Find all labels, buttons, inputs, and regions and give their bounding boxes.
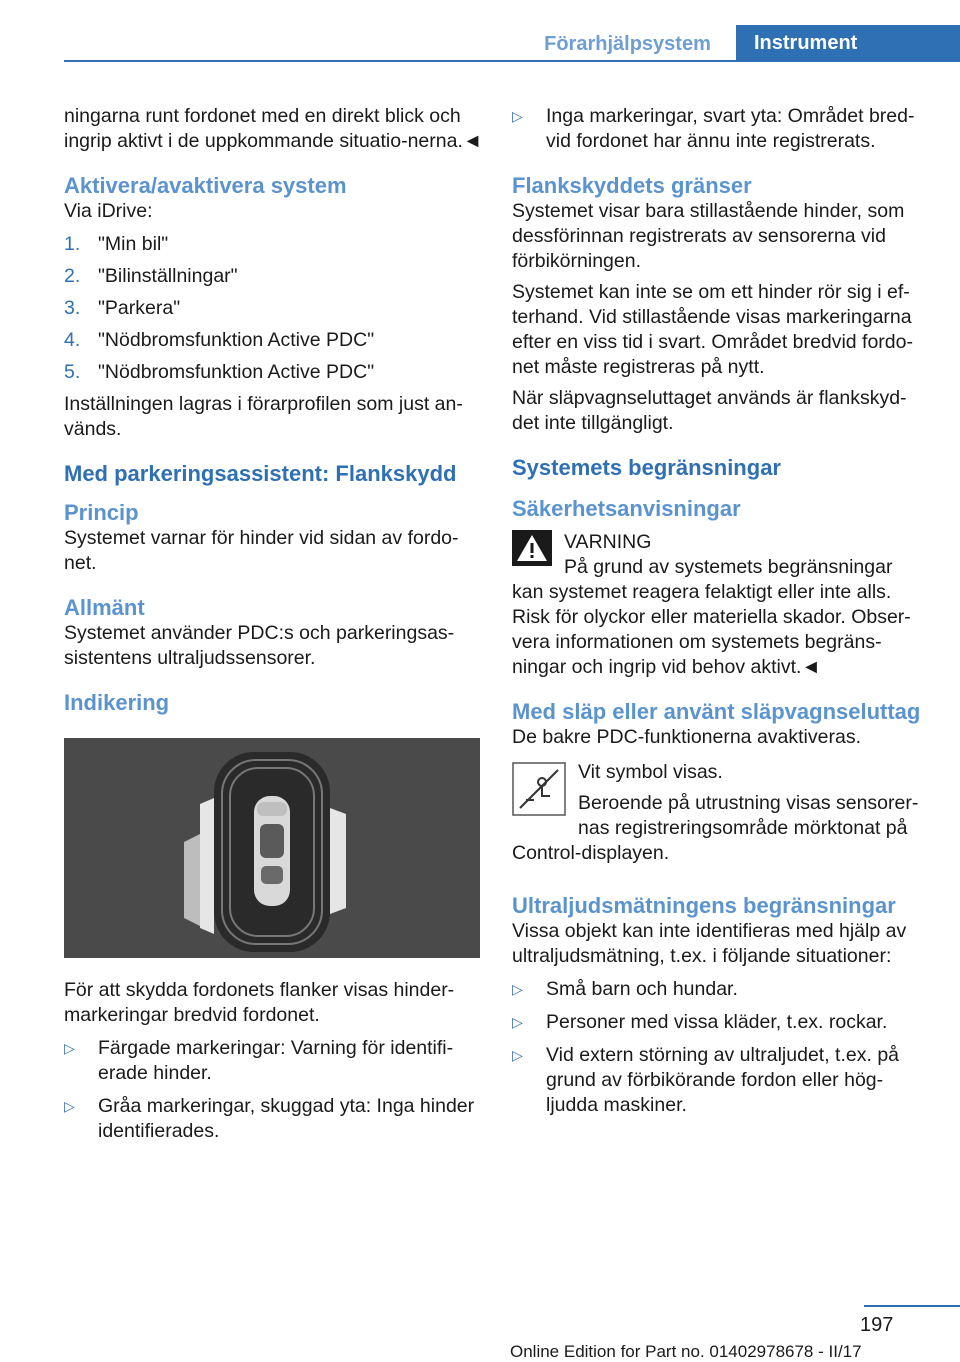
heading-flank-protection: Med parkeringsassistent: Flankskydd (64, 461, 457, 486)
list-item: 3. "Parkera" (64, 297, 181, 319)
heading-activate: Aktivera/avaktivera system (64, 173, 347, 198)
header-chapter-tab[interactable]: Instrument (736, 25, 960, 61)
triangle-bullet-icon: ▷ (512, 1014, 523, 1030)
header-section-label: Förarhjälpsystem (544, 33, 711, 55)
display-text: För att skydda fordonets flanker visas hinder-markeringar bredvid fordonet. (64, 979, 455, 1026)
warning-block (512, 530, 930, 680)
warning-text-first-line: På grund av systemets begränsningar (564, 556, 893, 578)
footer-rule (864, 1305, 960, 1307)
list-item: ▷ Vid extern störning av ultraljudet, t.ex. på grund av förbikörande fordon eller hög-ljudda maskiner. (512, 1044, 900, 1116)
triangle-bullet-icon: ▷ (512, 1047, 523, 1063)
limits-paragraph-1: Systemet visar bara stillastående hinder, som dessförinnan registrerats av sensorerna vid förbikörningen. (512, 200, 905, 272)
heading-display: Indikering (64, 690, 170, 715)
triangle-bullet-icon: ▷ (512, 108, 523, 124)
list-item: 2. "Bilinställningar" (64, 265, 238, 287)
edition-line: Online Edition for Part no. 01402978678 - II/17 (510, 1342, 862, 1361)
warning-triangle-icon (512, 530, 552, 566)
heading-flank-limits: Flankskyddets gränser (512, 173, 752, 198)
steps-list (64, 232, 484, 385)
ultrasonic-bullets (512, 977, 930, 1118)
warning-text: kan systemet reagera felaktigt eller inte alls. Risk för olyckor eller materiella skador. Obser-vera informationen om systemets begräns-ningar och ingrip vid behov aktivt.◄ (512, 581, 911, 678)
list-item: 4. "Nödbromsfunktion Active PDC" (64, 329, 375, 351)
intro-text: ningarna runt fordonet med en direkt blick och ingrip aktivt i de uppkommande situatio-nerna.◄ (64, 105, 483, 152)
symbol-line-1: Vit symbol visas. (578, 761, 723, 783)
list-item: 5. "Nödbromsfunktion Active PDC" (64, 361, 375, 383)
flank-protection-illustration (64, 738, 480, 958)
list-item: ▷ Färgade markeringar: Varning för identifi-erade hinder. (64, 1037, 454, 1084)
heading-system-limits: Systemets begränsningar (512, 455, 781, 480)
list-item: ▷ Inga markeringar, svart yta: Området bred-vid fordonet har ännu inte registrerats. (512, 105, 915, 152)
heading-trailer: Med släp eller använt släpvagnseluttag (512, 699, 921, 724)
triangle-bullet-icon: ▷ (512, 981, 523, 997)
triangle-bullet-icon: ▷ (64, 1040, 75, 1056)
setting-saved-text: Inställningen lagras i förarprofilen som just an-vänds. (64, 393, 463, 440)
heading-safety: Säkerhetsanvisningar (512, 496, 741, 521)
heading-general: Allmänt (64, 595, 145, 620)
warning-label: VARNING (564, 531, 652, 553)
via-idrive-text: Via iDrive: (64, 200, 153, 222)
trailer-text: De bakre PDC-funktionerna avaktiveras. (512, 726, 861, 748)
page-number: 197 (860, 1314, 894, 1336)
marking-bullets (64, 1036, 484, 1144)
triangle-bullet-icon: ▷ (64, 1098, 75, 1114)
marking-bullets-continued (512, 104, 930, 154)
right-column (512, 104, 930, 1126)
principle-text: Systemet varnar för hinder vid sidan av fordo-net. (64, 527, 459, 574)
list-item: 1. "Min bil" (64, 233, 169, 255)
limits-paragraph-2: Systemet kan inte se om ett hinder rör sig i ef-terhand. Vid stillastående visas markeringarna efter en viss tid i svart. Området bredvid fordo-net måste registreras på nytt. (512, 281, 913, 378)
general-text: Systemet använder PDC:s och parkeringsas-sistentens ultraljudssensorer. (64, 622, 455, 669)
list-item: ▷ Små barn och hundar. (512, 978, 738, 1000)
list-item: ▷ Gråa markeringar, skuggad yta: Inga hinder identifierades. (64, 1095, 475, 1142)
heading-principle: Princip (64, 500, 139, 525)
ultrasonic-text: Vissa objekt kan inte identifieras med hjälp av ultraljudsmätning, t.ex. i följande situationer: (512, 920, 907, 967)
trailer-hitch-icon (512, 762, 566, 816)
limits-paragraph-3: När släpvagnseluttaget används är flankskyd-det inte tillgängligt. (512, 387, 907, 434)
left-column (64, 104, 484, 1152)
trailer-symbol-block (512, 760, 930, 866)
list-item: ▷ Personer med vissa kläder, t.ex. rockar. (512, 1011, 888, 1033)
symbol-line-3: Control-displayen. (512, 842, 670, 864)
symbol-line-2: Beroende på utrustning visas sensorer-nas registreringsområde mörktonat på (578, 792, 919, 839)
header-rule (64, 60, 960, 62)
heading-ultrasonic-limits: Ultraljudsmätningens begränsningar (512, 893, 896, 918)
